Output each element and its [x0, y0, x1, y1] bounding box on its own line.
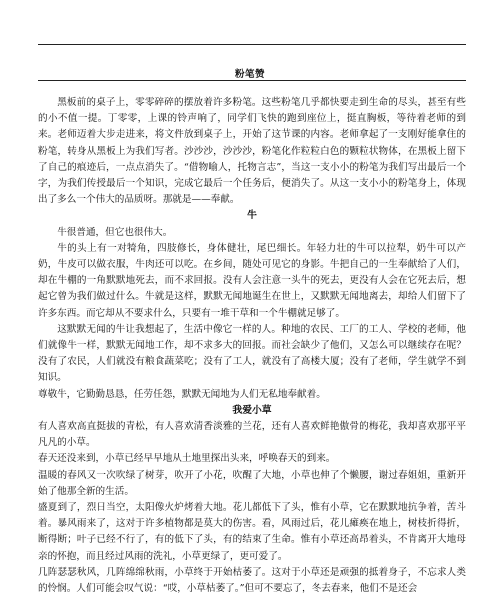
paragraph: 牛的头上有一对犄角，四肢修长，身体健壮，尾巴细长。年轻力壮的牛可以拉犁，奶牛可以产奶，牛皮可以做衣服，牛肉还可以吃。在乡间，随处可见它的身影。牛把自己的一生奉献给了人们，却在牛棚的一角默默地死去，而不求回报。没有人会注意一头牛的死去，更没有人会在它死去后，想起它曾为我们做过什么。牛就是这样，默默无闻地诞生在世上，又默默无闻地离去，却给人们留下了许多东西。而它却从不要求什么，只要有一堆干草和一个牛棚就足够了。 — [38, 242, 466, 319]
document-body — [38, 95, 466, 597]
paragraph: 春天还没来到，小草已经早早地从土地里探出头来，呼唤春天的到来。 — [38, 453, 336, 465]
paragraph: 有人喜欢高直挺拔的青松，有人喜欢清香淡雅的兰花，还有人喜欢鲜艳傲骨的梅花，我却喜欢那平平凡凡的小草。 — [38, 421, 466, 449]
title-rule — [38, 80, 466, 81]
essay-chalk — [38, 95, 466, 208]
section-title-ox: 牛 — [247, 210, 257, 222]
paragraph: 这默默无闻的牛让我想起了，生活中像它一样的人。种地的农民、工厂的工人、学校的老师，他们就像牛一样，默默无闻地工作，却不求多大的回报。而社会缺少了他们，又怎么可以继续存在呢？没有了农民，人们就没有粮食蔬菜吃；没有了工人，就没有了高楼大厦；没有了老师，学生就学不到知识。 — [38, 323, 466, 384]
paragraph: 盛夏到了，烈日当空，太阳像火炉烤着大地。花儿都低下了头，惟有小草，它在默默地抗争着，苦斗着。暴风雨来了，这对于许多植物都是莫大的伤害。看，风雨过后，花儿瘫痪在地上，树枝折得折，断得断；叶子已经不行了，有的低下了头，有的结束了生命。惟有小草还高昂着头，不肯离开大地母亲的怀抱，而且经过风雨的洗礼，小草更绿了，更可爱了。 — [38, 502, 466, 562]
header-rule — [38, 44, 466, 45]
paragraph: 尊敬牛，它勤勤恳恳，任劳任怨，默默无闻地为人们无私地奉献着。 — [38, 388, 326, 400]
paragraph: 几阵瑟瑟秋风，几阵绵绵秋雨，小草终于开始枯萎了。这对于小草还是顽强的抵着身子，不忘求人类的怜悯。人们可能会叹气说：“哎，小草枯萎了。”但可不要忘了，冬去春来，他们不是还会 — [38, 566, 466, 595]
section-title-grass: 我爱小草 — [232, 404, 272, 416]
essay-grass — [38, 403, 466, 597]
paragraph: 温暖的春风又一次吹绿了树芽，吹开了小花，吹醒了大地，小草也伸了个懒腰，谢过春姐姐，重新开始了他那全新的生活。 — [38, 469, 466, 497]
paragraph: 黑板前的桌子上，零零碎碎的摆放着许多粉笔。这些粉笔几乎都快要走到生命的尽头，甚至有些的小不值一提。丁零零，上课的铃声响了，同学们飞快的跑到座位上，挺直胸板，等待着老师的到来。老师迈着大步走进来，将文件放到桌子上，开始了这节课的内容。老师拿起了一支刚好能拿住的粉笔，转身从黑板上为我们写者。沙沙沙，沙沙沙，粉笔化作粒粒白色的颗粒状物体，在黑板上留下了自己的痕迹后，一点点消失了。“借物喻人，托物言志”，当这一支小小的粉笔为我们写出最后一个字，为我们传授最后一个知识，完成它最后一个任务后，便消失了。从这一支小小的粉笔身上，体现出了多么一个伟大的品质呀。那就是——奉献。 — [38, 97, 466, 206]
page-title: 粉笔赞 — [234, 69, 265, 80]
essay-ox — [38, 208, 466, 402]
paragraph: 牛很普通，但它也很伟大。 — [57, 226, 173, 238]
